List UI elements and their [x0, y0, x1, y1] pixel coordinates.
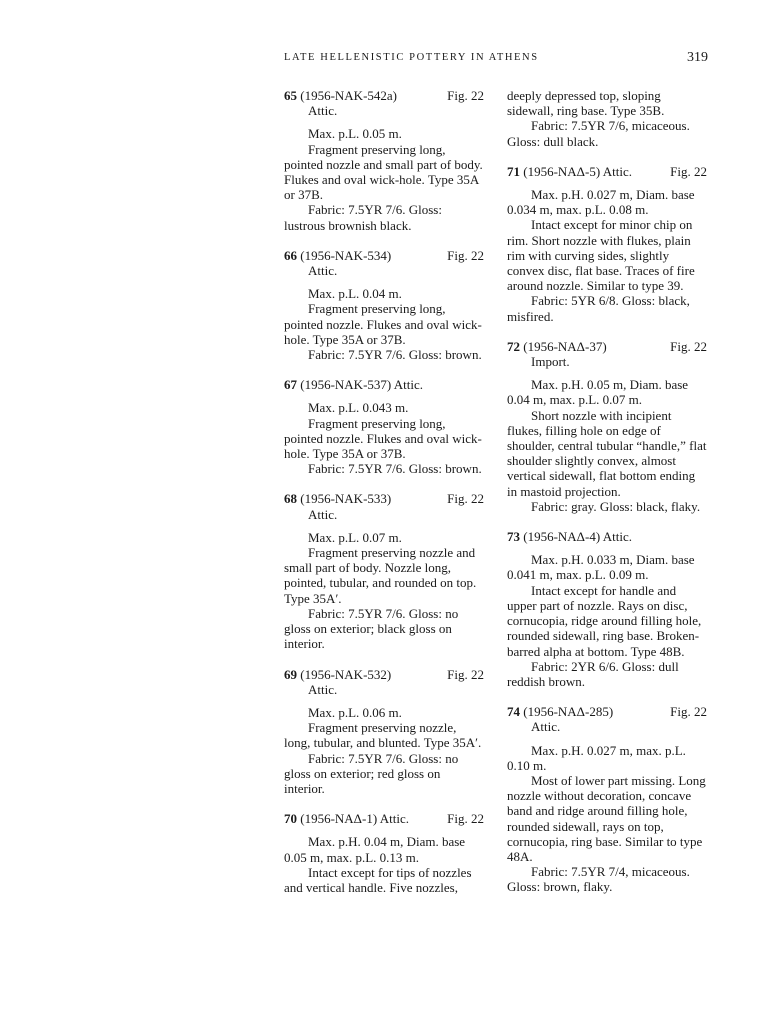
inventory-number: (1956-NAΔ-285) — [523, 704, 614, 720]
entry-paragraph: Fabric: gray. Gloss: black, flaky. — [531, 498, 701, 514]
entry-paragraph: Fabric: 7.5YR 7/6. Gloss: no gloss on exterior; red gloss on interior. — [284, 750, 459, 796]
figure-reference: Fig. 22 — [447, 811, 484, 827]
catalog-entry — [284, 88, 484, 233]
inventory-number: (1956-NAK-533) — [300, 491, 392, 507]
figure-reference: Fig. 22 — [670, 704, 707, 720]
entry-heading — [284, 811, 484, 826]
catalog-entry — [284, 667, 484, 797]
catalog-entry — [507, 339, 707, 514]
entry-paragraph: Max. p.H. 0.05 m, Diam. base 0.04 m, max. p.L. 0.07 m. — [507, 377, 689, 408]
entry-paragraph: Fabric: 7.5YR 7/6. Gloss: brown. — [308, 347, 482, 363]
entry-origin: Attic. — [308, 263, 338, 279]
inventory-number: (1956-NAΔ-37) — [523, 338, 607, 354]
continued-entry — [507, 88, 707, 149]
entry-paragraph: Intact except for tips of nozzles and vertical handle. Five nozzles, — [284, 864, 472, 895]
inventory-number: (1956-NAK-534) — [300, 247, 392, 263]
catalog-entry — [284, 248, 484, 362]
entry-paragraph: Max. p.L. 0.06 m. — [308, 704, 402, 720]
entry-paragraph: Max. p.H. 0.027 m, max. p.L. 0.10 m. — [507, 742, 686, 773]
figure-reference: Fig. 22 — [670, 338, 707, 354]
entry-origin: Attic. — [308, 506, 338, 522]
entry-paragraph: Fabric: 7.5YR 7/6. Gloss: lustrous brownish black. — [284, 202, 442, 233]
inventory-number: (1956-NAΔ-1) Attic. — [300, 811, 409, 827]
entry-number: 69 — [284, 666, 297, 682]
entry-heading — [507, 339, 707, 354]
entry-number: 74 — [507, 704, 520, 720]
entry-paragraph: Fabric: 7.5YR 7/6. Gloss: no gloss on exterior; black gloss on interior. — [284, 605, 459, 652]
entry-paragraph: Fabric: 7.5YR 7/6, micaceous. Gloss: dull black. — [507, 118, 690, 149]
entry-heading — [284, 88, 484, 103]
entry-paragraph: Max. p.L. 0.043 m. — [308, 400, 409, 416]
entry-number: 71 — [507, 163, 520, 179]
entry-heading — [507, 164, 707, 179]
inventory-number: (1956-NAK-537) Attic. — [300, 377, 424, 393]
entry-origin: Import. — [531, 354, 570, 370]
figure-reference: Fig. 22 — [447, 666, 484, 682]
figure-reference: Fig. 22 — [447, 247, 484, 263]
catalog-entry — [507, 529, 707, 689]
entry-number: 70 — [284, 811, 297, 827]
entry-paragraph: Fragment preserving nozzle and small part of body. Nozzle long, pointed, tubular, and rounded on top. Type 35A′. — [284, 545, 477, 606]
entry-paragraph: Max. p.H. 0.033 m, Diam. base 0.041 m, max. p.L. 0.09 m. — [507, 552, 695, 583]
catalog-entry — [507, 164, 707, 324]
entry-heading — [284, 667, 484, 682]
entry-number: 68 — [284, 491, 297, 507]
catalog-entry — [284, 377, 484, 476]
entry-paragraph: Max. p.H. 0.027 m, Diam. base 0.034 m, max. p.L. 0.08 m. — [507, 187, 695, 218]
entry-number: 72 — [507, 338, 520, 354]
entry-paragraph: Fragment preserving long, pointed nozzle. Flukes and oval wick-hole. Type 35A or 37B. — [284, 301, 482, 347]
entry-paragraph: Max. p.L. 0.07 m. — [308, 529, 402, 545]
inventory-number: (1956-NAΔ-5) Attic. — [523, 163, 632, 179]
inventory-number: (1956-NAΔ-4) Attic. — [523, 529, 632, 545]
entry-paragraph: Fragment preserving long, pointed nozzle. Flukes and oval wick-hole. Type 35A or 37B. — [284, 415, 482, 462]
entry-heading — [284, 491, 484, 506]
catalog-entry — [284, 811, 484, 895]
entry-paragraph: Intact except for handle and upper part of nozzle. Rays on disc, cornucopia, ridge around filling hole, rounded sidewall, ring base. Broken-barred alpha at bottom. Type 48B. — [507, 582, 702, 659]
entry-number: 65 — [284, 88, 297, 103]
entry-heading — [507, 529, 707, 544]
entry-paragraph: Intact except for minor chip on rim. Short nozzle with flukes, plain rim with curving sides, slightly convex disc, flat base. Traces of fire around nozzle. Similar to type 39. — [507, 217, 695, 294]
right-column — [507, 88, 707, 910]
entry-number: 66 — [284, 247, 297, 263]
entry-heading — [284, 377, 484, 392]
catalog-entry — [507, 704, 707, 894]
entry-heading — [284, 248, 484, 263]
entry-paragraph: Most of lower part missing. Long nozzle without decoration, concave band and ridge around filling hole, rounded sidewall, rays on top, cornucopia, ring base. Similar to type 48A. — [507, 772, 706, 864]
page-number: 319 — [687, 50, 708, 65]
entry-origin: Attic. — [308, 103, 338, 119]
entry-paragraph: deeply depressed top, sloping sidewall, ring base. Type 35B. — [507, 88, 665, 119]
entry-heading — [507, 704, 707, 719]
entry-paragraph: Max. p.H. 0.04 m, Diam. base 0.05 m, max. p.L. 0.13 m. — [284, 834, 466, 865]
inventory-number: (1956-NAK-532) — [300, 666, 392, 682]
entry-paragraph: Fabric: 2YR 6/6. Gloss: dull reddish brown. — [507, 658, 679, 689]
inventory-number: (1956-NAK-542a) — [300, 88, 398, 103]
entry-origin: Attic. — [531, 719, 561, 735]
page-header — [284, 52, 708, 72]
entry-paragraph: Fragment preserving nozzle, long, tubular, and blunted. Type 35A′. — [284, 720, 482, 751]
figure-reference: Fig. 22 — [447, 491, 484, 507]
entry-origin: Attic. — [308, 681, 338, 697]
figure-reference: Fig. 22 — [447, 88, 484, 103]
entry-paragraph: Short nozzle with incipient flukes, filling hole on edge of shoulder, central tubular “handle,” flat shoulder slightly convex, almost vertical sidewall, flat bottom ending in mastoid projection. — [507, 407, 707, 499]
catalog-entry — [284, 491, 484, 651]
figure-reference: Fig. 22 — [670, 163, 707, 179]
entry-number: 67 — [284, 377, 297, 393]
entry-paragraph: Max. p.L. 0.04 m. — [308, 286, 402, 302]
entry-paragraph: Fabric: 5YR 6/8. Gloss: black, misfired. — [507, 293, 690, 324]
entry-paragraph: Fabric: 7.5YR 7/6. Gloss: brown. — [308, 461, 482, 477]
entry-paragraph: Max. p.L. 0.05 m. — [308, 126, 402, 142]
left-column — [284, 88, 484, 910]
entry-paragraph: Fabric: 7.5YR 7/4, micaceous. Gloss: brown, flaky. — [507, 864, 690, 895]
entry-paragraph: Fragment preserving long, pointed nozzle and small part of body. Flukes and oval wick-hole. Type 35A or 37B. — [284, 141, 483, 203]
running-head: LATE HELLENISTIC POTTERY IN ATHENS — [284, 52, 539, 63]
entry-number: 73 — [507, 529, 520, 545]
